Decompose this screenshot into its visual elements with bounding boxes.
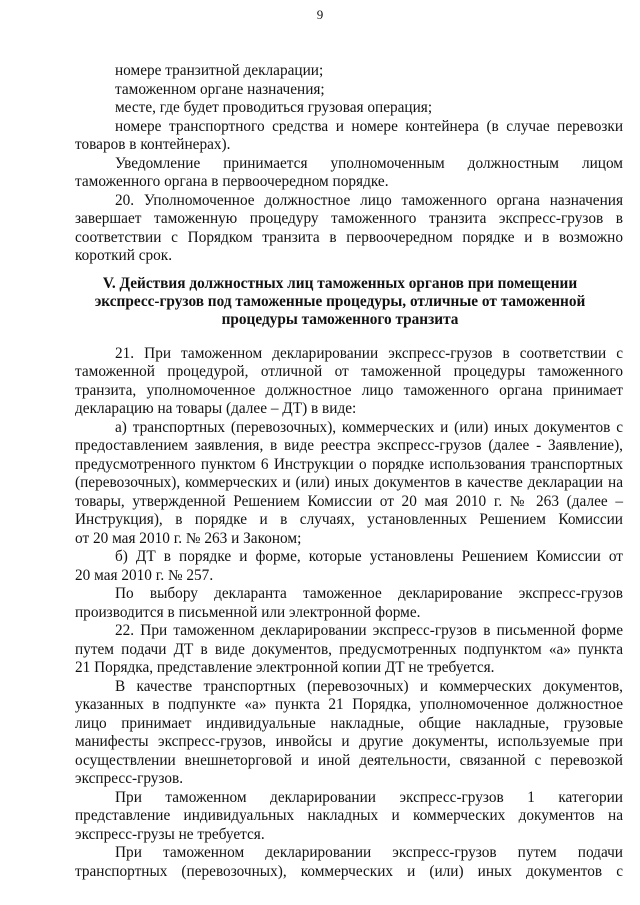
section-heading: V. Действия должностных лиц таможенных органов при помещении — [102, 275, 578, 292]
text-line: б) ДТ в порядке и форме, которые установлены Решением Комиссии от — [115, 548, 623, 565]
text-line: 21. При таможенном декларировании экспресс-грузов в соответствии с — [115, 345, 623, 362]
text-line: экспресс-грузы не требуется. — [75, 826, 265, 843]
text-line: таможенном органе назначения; — [115, 81, 325, 98]
text-line: месте, где будет проводиться грузовая операция; — [115, 99, 433, 116]
text-line: предоставлением заявления, в виде реестра экспресс-грузов (далее - Заявление), — [75, 437, 623, 454]
text-line: указанных в подпункте «а» пункта 21 Порядка, уполномоченное должностное — [75, 696, 623, 713]
text-line: Уведомление принимается уполномоченным должностным лицом — [115, 155, 623, 172]
text-line: а) транспортных (перевозочных), коммерческих и (или) иных документов с — [115, 419, 623, 436]
section-heading: экспресс-грузов под таможенные процедуры, отличные от таможенной — [94, 293, 586, 310]
text-line: манифесты экспресс-грузов, инвойсы и другие документы, используемые при — [75, 733, 623, 750]
text-line: 20. Уполномоченное должностное лицо таможенного органа назначения — [115, 192, 623, 209]
text-line: таможенной процедурой, отличной от таможенной процедуры таможенного — [75, 363, 623, 380]
text-line: от 20 мая 2010 г. № 263 и Законом; — [75, 530, 302, 547]
page-number: 9 — [316, 7, 324, 22]
text-line: В качестве транспортных (перевозочных) и коммерческих документов, — [115, 678, 623, 695]
text-line: экспресс-грузов. — [75, 770, 184, 787]
text-line: короткий срок. — [75, 247, 173, 264]
text-line: (перевозочных), коммерческих и (или) иных документов в качестве декларации на — [75, 474, 623, 491]
text-line: путем подачи ДТ в виде документов, предусмотренных подпунктом «а» пункта — [75, 641, 623, 658]
text-line: представление индивидуальных накладных и коммерческих документов на — [75, 807, 623, 824]
text-line: товары, утвержденной Решением Комиссии от 20 мая 2010 г. № 263 (далее – — [75, 493, 623, 510]
text-line: транспортных (перевозочных), коммерческих и (или) иных документов с — [75, 863, 623, 880]
text-line: Инструкция), в порядке и в случаях, установленных Решением Комиссии — [75, 511, 623, 528]
section-heading: процедуры таможенного транзита — [221, 311, 459, 328]
text-line: транзита, уполномоченное должностное лицо таможенного органа принимает — [75, 382, 623, 399]
text-line: 22. При таможенном декларировании экспресс-грузов в письменной форме — [115, 622, 623, 639]
text-line: При таможенном декларировании экспресс-грузов 1 категории — [115, 789, 623, 806]
text-line: 20 мая 2010 г. № 257. — [75, 567, 214, 584]
text-line: таможенного органа в первоочередном порядке. — [75, 173, 389, 190]
text-line: товаров в контейнерах). — [75, 136, 231, 153]
text-line: При таможенном декларировании экспресс-грузов путем подачи — [115, 844, 623, 861]
text-line: завершает таможенную процедуру таможенного транзита экспресс-грузов в — [75, 210, 623, 227]
text-line: номере транспортного средства и номере контейнера (в случае перевозки — [115, 118, 623, 135]
text-line: производится в письменной или электронной форме. — [75, 604, 421, 621]
text-line: лицо принимает индивидуальные накладные, общие накладные, грузовые — [75, 715, 623, 732]
text-line: соответствии с Порядком транзита в первоочередном порядке и в возможно — [75, 229, 623, 246]
text-line: декларацию на товары (далее – ДТ) в виде: — [75, 400, 357, 417]
text-line: номере транзитной декларации; — [115, 62, 324, 79]
text-line: По выбору декларанта таможенное декларирование экспресс-грузов — [115, 585, 623, 602]
text-line: предусмотренного пунктом 6 Инструкции о порядке использования транспортных — [75, 456, 623, 473]
text-line: 21 Порядка, представление электронной копии ДТ не требуется. — [75, 659, 495, 676]
text-line: осуществлении внешнеторговой и иной деятельности, связанной с перевозкой — [75, 752, 623, 769]
